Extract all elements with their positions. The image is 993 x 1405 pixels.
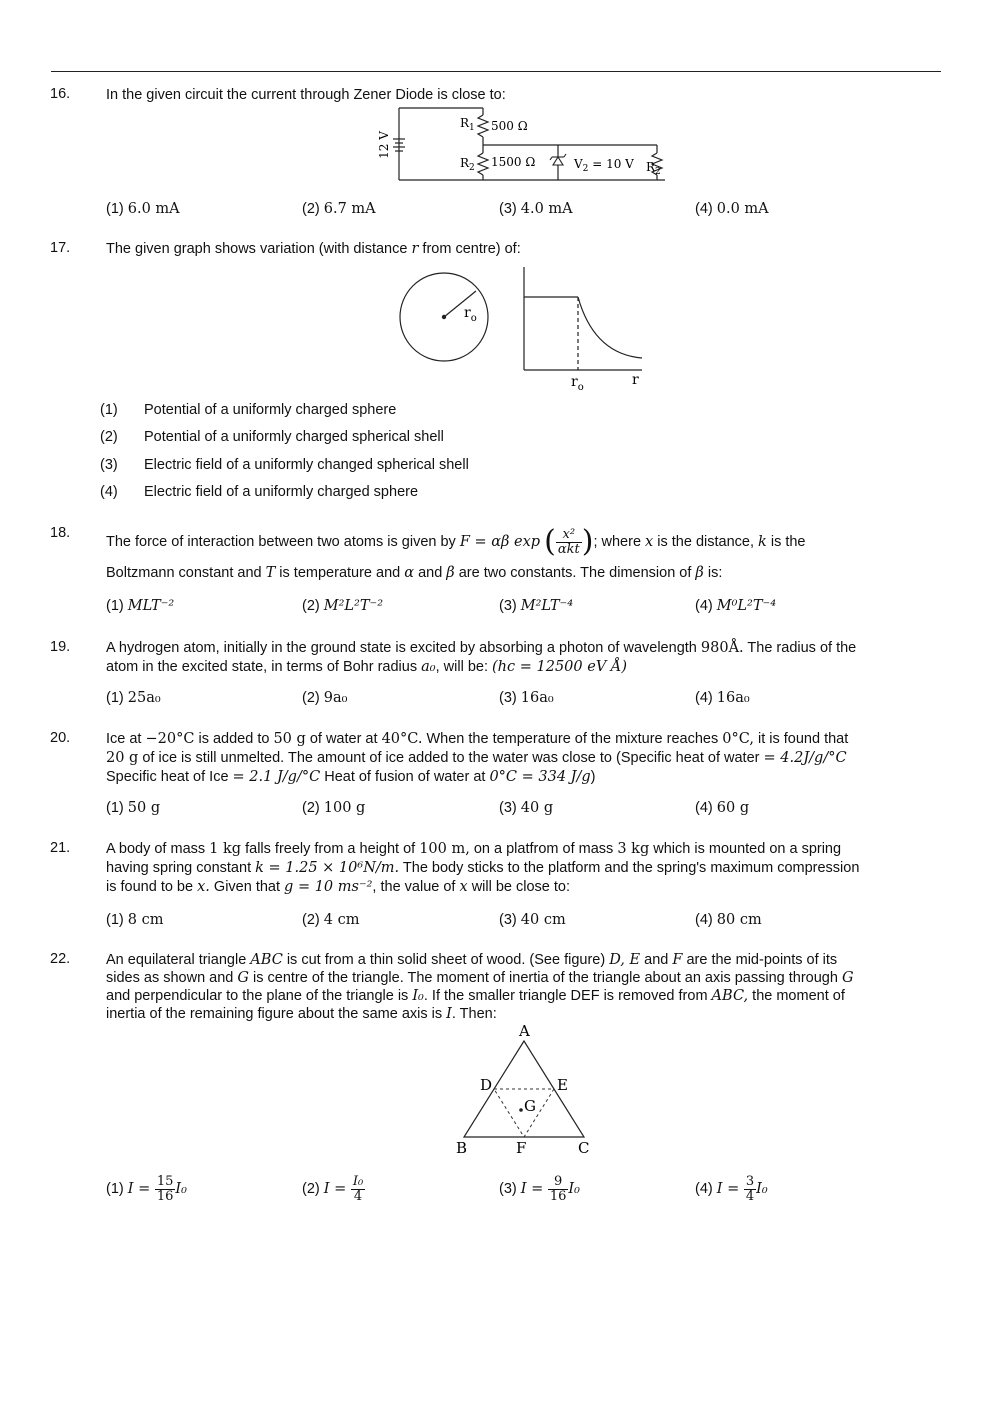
svg-text:R2 [460,156,475,173]
rl-subscript: 2 [655,167,661,177]
radius-label: r [464,305,471,321]
vertex-c-label: C [578,1139,590,1157]
option-1[interactable]: (1) 8 cm [106,912,164,928]
zener-circuit-figure [375,105,675,185]
battery-label: 12 V [377,131,391,159]
svg-text:ro [571,374,584,393]
question-number: 17. [50,240,71,256]
point-e-label: E [557,1076,568,1094]
exp-fraction: $\frac{\text{x²}}{\text{αkt}}$ [557,526,580,557]
question-text: The given graph shows variation (with distance r from centre) of: [106,241,521,257]
option-3[interactable]: (3) 4.0 mA [499,201,573,217]
question-text: The force of interaction between two atoms is given by F = αβ exp ( $\frac{\text{x²}}{\text{αkt}}$ ); where x is the distance, k is the Boltzmann constant and T is temperature and α and β are two constants. The dimension of β is: [106,524,806,581]
option-3[interactable]: (3) 40 g [499,800,554,816]
options-18 [106,598,936,620]
axis-r-label: r [632,372,639,388]
option-1[interactable]: (1) MLT⁻² [106,598,175,614]
question-number: 21. [50,840,71,856]
option-1[interactable]: (1) 25a₀ [106,690,161,706]
option-2[interactable]: (2) 4 cm [302,912,360,928]
option-4[interactable]: (4) 16a₀ [695,690,750,706]
question-number: 22. [50,951,71,967]
question-text: An equilateral triangle ABC is cut from a thin solid sheet of wood. (See figure) D, E and F are the mid-points of its sides as shown and G is centre of the triangle. The moment of inertia of the triangle about an axis passing through G and perpendicular to the plane of the triangle is I₀. If the smaller triangle DEF is removed from ABC, the moment of inertia of the remaining figure about the same axis is I. Then: [106,952,854,1022]
option-4[interactable]: (4) 80 cm [695,912,762,928]
question-number: 16. [50,86,71,102]
axis-r0-label: r [571,374,578,390]
svg-text:12 V [377,131,391,159]
question-text: A hydrogen atom, initially in the ground state is excited by absorbing a photon of wavelength 980Å. The radius of the atom in the excited state, in terms of Bohr radius a₀, will be: (hc = 12500 eV Å) [106,640,857,675]
vertex-b-label: B [456,1139,468,1157]
vz-label: V [574,157,583,171]
option-3[interactable]: (3) M²LT⁻⁴ [499,598,574,614]
option-4[interactable]: (4) 0.0 mA [695,201,769,217]
option-2[interactable]: (2) I = $\frac{\text{I₀}}{4}$ [302,1173,364,1204]
options-22 [106,1169,936,1209]
option-1[interactable]: (1) I = $\frac{15}{16}$ I₀ [106,1173,187,1204]
option-4[interactable]: (4) 60 g [695,800,750,816]
rl-label: R [646,160,656,174]
question-text: In the given circuit the current through Zener Diode is close to: [106,87,506,103]
triangle-figure [450,1022,600,1162]
option-4[interactable]: (4) M⁰L²T⁻⁴ [695,598,777,614]
svg-text:ro [464,305,477,324]
vz-subscript: 2 [582,164,589,174]
question-number: 18. [50,525,71,541]
options-21 [106,912,936,934]
r2-value: 1500 Ω [491,155,536,169]
option-3[interactable]: (3) 40 cm [499,912,566,928]
vertex-a-label: A [519,1022,530,1040]
point-f-label: F [516,1139,527,1157]
option-1[interactable]: (1) 6.0 mA [106,201,180,217]
option-4[interactable]: (4) I = $\frac{3}{4}$ I₀ [695,1173,768,1204]
question-number: 20. [50,730,71,746]
question-number: 19. [50,639,71,655]
options-16 [106,201,936,223]
options-19 [106,690,936,712]
r2-subscript: 2 [469,163,475,173]
decay-curve [578,297,642,358]
question-text: A body of mass 1 kg falls freely from a height of 100 m, on a platfrom of mass 3 kg which is mounted on a spring having spring constant k = 1.25 × 10⁶N/m. The body sticks to the platform and the spring's maximum compression is found to be x. Given that g = 10 ms⁻², the value of x will be close to: [106,841,860,895]
option-2[interactable]: (2) 9a₀ [302,690,348,706]
question-text: Ice at −20°C is added to 50 g of water at 40°C. When the temperature of the mixture reaches 0°C, it is found that 20 g of ice is still unmelted. The amount of ice added to the water was close to (Specific heat of water = 4.2J/g/°C Specific heat of Ice = 2.1 J/g/°C Heat of fusion of water at 0°C = 334 J/g) [106,731,849,785]
vz-value: = 10 V [588,157,634,171]
option-2[interactable]: (2) 100 g [302,800,366,816]
option-3[interactable]: (3) 16a₀ [499,690,554,706]
r1-subscript: 1 [469,123,475,133]
header-rule [51,71,941,72]
option-1[interactable]: (1) 50 g [106,800,161,816]
option-2[interactable]: (2) M²L²T⁻² [302,598,384,614]
axis-r0-subscript: o [577,382,584,393]
svg-text:R1 [460,116,475,133]
point-d-label: D [480,1076,493,1094]
r1-label: R [460,116,470,130]
options-20 [106,800,936,822]
r1-value: 500 Ω [491,119,528,133]
radius-subscript: o [470,313,477,324]
svg-text:V2 = 10 V [573,157,634,174]
r2-label: R [460,156,470,170]
option-3[interactable]: (3) I = $\frac{9}{16}$ I₀ [499,1173,580,1204]
centroid-g-label: G [524,1097,536,1115]
sphere-graph-figure [398,262,648,392]
svg-text:R2 [646,160,661,177]
option-2[interactable]: (2) 6.7 mA [302,201,376,217]
